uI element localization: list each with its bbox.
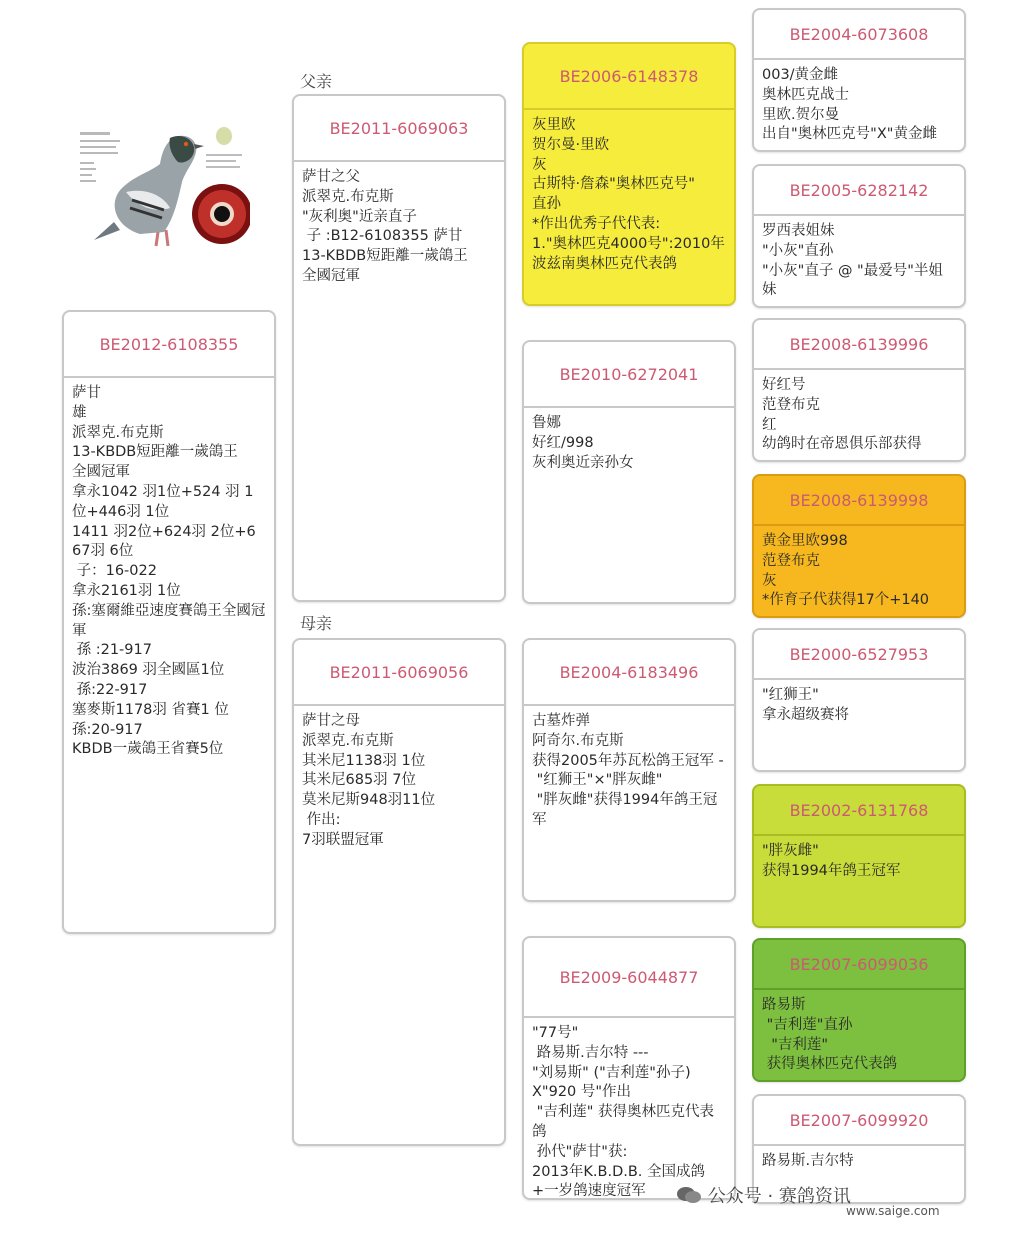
- pigeon-details: "77号" 路易斯.吉尔特 --- "刘易斯" ("吉利莲"孙子) X"920 号"作出 "吉利莲" 获得奥林匹克代表鸽 孙代"萨甘"获: 2013年K.B.D.B. 全国成鸽+一岁鸽速度冠军: [532, 1025, 715, 1200]
- pigeon-details: 黄金里欧998 范登布克 灰 *作育子代获得17个+140: [762, 533, 930, 609]
- ring-number: BE2009-6044877: [524, 938, 734, 1018]
- ring-number: BE2011-6069056: [294, 640, 504, 706]
- father-card: [292, 94, 506, 602]
- ring-number: BE2007-6099920: [754, 1096, 964, 1146]
- mother-card: [292, 638, 506, 1146]
- watermark-text: 公众号 · 赛鸽资讯: [707, 1186, 851, 1207]
- pigeon-details: "红狮王" 拿永超级赛将: [762, 687, 849, 723]
- great-grandparent-card-5: [752, 628, 966, 772]
- grandparent-card-4: [522, 936, 736, 1200]
- ring-number: BE2000-6527953: [754, 630, 964, 680]
- pigeon-details: 萨甘之父 派翠克.布克斯 "灰利奥"近亲直子 子 :B12-6108355 萨甘 13-KBDB短距離一歲鴿王 全國冠軍: [302, 169, 468, 284]
- pigeon-details: 好红号 范登布克 红 幼鸽时在帝恩俱乐部获得: [762, 377, 922, 453]
- watermark: [676, 1182, 1006, 1232]
- ring-number: BE2008-6139998: [754, 476, 964, 526]
- father-label: 父亲: [300, 72, 333, 91]
- great-grandparent-card-2: [752, 164, 966, 308]
- great-grandparent-card-4: [752, 474, 966, 618]
- great-grandparent-card-6: [752, 784, 966, 928]
- ring-number: BE2007-6099036: [754, 940, 964, 990]
- grandparent-card-1: [522, 42, 736, 306]
- ring-number: BE2012-6108355: [64, 312, 274, 378]
- ring-number: BE2005-6282142: [754, 166, 964, 216]
- pigeon-details: 鲁娜 好红/998 灰利奥近亲孙女: [532, 415, 634, 471]
- great-grandparent-card-1: [752, 8, 966, 152]
- pigeon-details: 路易斯 "吉利莲"直孙 "吉利莲" 获得奥林匹克代表鸽: [762, 997, 898, 1073]
- watermark-site: www.saige.com: [846, 1204, 940, 1218]
- pigeon-details: 萨甘 雄 派翠克.布克斯 13-KBDB短距離一歲鴿王 全國冠軍 拿永1042 羽1位+524 羽 1位+446羽 1位 1411 羽2位+624羽 2位+6 67羽 6位 子：16-022 拿永2161羽 1位 孫:塞爾維亞速度賽鴿王全國冠軍 孫 :21-917 波治3869 羽全國區1位 孫:22-917 塞麥斯1178羽 省賽1 位 孫:20-917 KBDB一歲鴿王省賽5位: [72, 385, 266, 758]
- grandparent-card-3: [522, 638, 736, 902]
- ring-number: BE2006-6148378: [524, 44, 734, 110]
- pigeon-details: 路易斯.吉尔特: [762, 1153, 854, 1169]
- pigeon-details: 003/黄金雌 奥林匹克战士 里欧.贺尔曼 出自"奥林匹克号"X"黄金雌: [762, 67, 937, 143]
- pigeon-photo-thumbnail: [74, 122, 250, 252]
- pigeon-details: 灰里欧 贺尔曼·里欧 灰 古斯特·詹森"奥林匹克号" 直孙 *作出优秀子代代表: 1."奥林匹克4000号":2010年波兹南奥林匹克代表鸽: [532, 117, 725, 272]
- mother-label: 母亲: [300, 614, 333, 633]
- pigeon-details: 罗西表姐妹 "小灰"直孙 "小灰"直子 @ "最爱号"半姐妹: [762, 223, 943, 299]
- great-grandparent-card-7: [752, 938, 966, 1082]
- ring-number: BE2010-6272041: [524, 342, 734, 408]
- pigeon-details: "胖灰雌" 获得1994年鸽王冠军: [762, 843, 901, 879]
- ring-number: BE2004-6073608: [754, 10, 964, 60]
- great-grandparent-card-3: [752, 318, 966, 462]
- ring-number: BE2002-6131768: [754, 786, 964, 836]
- ring-number: BE2004-6183496: [524, 640, 734, 706]
- pigeon-details: 萨甘之母 派翠克.布克斯 其米尼1138羽 1位 其米尼685羽 7位 莫米尼斯948羽11位 作出: 7羽联盟冠軍: [302, 713, 436, 848]
- ring-number: BE2011-6069063: [294, 96, 504, 162]
- pigeon-details: 古墓炸弹 阿奇尔.布克斯 获得2005年苏瓦松鸽王冠军 - "红狮王"×"胖灰雌" "胖灰雌"获得1994年鸽王冠军: [532, 713, 724, 828]
- grandparent-card-2: [522, 340, 736, 604]
- wechat-icon: [676, 1185, 702, 1205]
- ring-number: BE2008-6139996: [754, 320, 964, 370]
- subject-card: [62, 310, 276, 934]
